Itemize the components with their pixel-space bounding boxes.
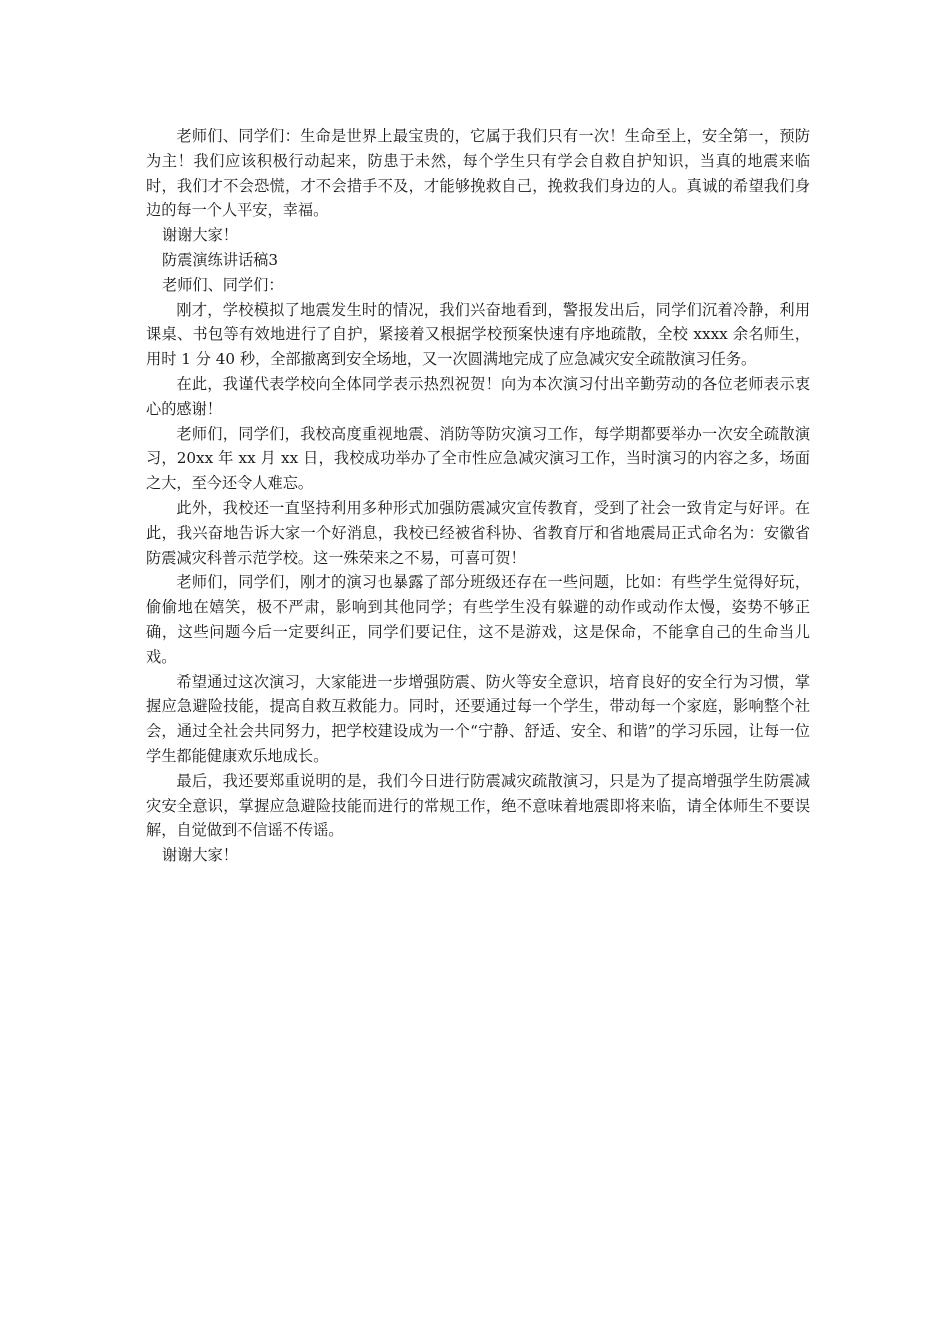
paragraph-life-safety: 老师们、同学们：生命是世界上最宝贵的，它属于我们只有一次！生命至上，安全第一，预防为主！我们应该积极行动起来，防患于未然，每个学生只有学会自救自护知识，当真的地震来临时，我们才不会恐慌，才不会措手不及，才能够挽救自己，挽救我们身边的人。真诚的希望我们身边的每一个人平安，幸福。 <box>146 127 810 220</box>
document-body <box>146 124 810 868</box>
paragraph-honor: 此外，我校还一直坚持利用多种形式加强防震减灾宣传教育，受到了社会一致肯定与好评。在此，我兴奋地告诉大家一个好消息，我校已经被省科协、省教育厅和省地震局正式命名为：安徽省防震减灾科普示范学校。这一殊荣来之不易，可喜可贺！ <box>146 498 810 567</box>
paragraph-greeting: 老师们、同学们： <box>162 275 284 294</box>
paragraph-clarification: 最后，我还要郑重说明的是，我们今日进行防震减灾疏散演习，只是为了提高增强学生防震减灾安全意识，掌握应急避险技能而进行的常规工作，绝不意味着地震即将来临，请全体师生不要误解，自觉做到不信谣不传谣。 <box>146 771 810 840</box>
paragraph-drill-summary: 刚才，学校模拟了地震发生时的情况，我们兴奋地看到，警报发出后，同学们沉着冷静，利用课桌、书包等有效地进行了自护，紧接着又根据学校预案快速有序地疏散，全校 xxxx 余名师生，用时 1 分 40 秒，全部撤离到安全场地，又一次圆满地完成了应急减灾安全疏散演习任务。 <box>146 300 810 369</box>
paragraph-thanks-2: 谢谢大家！ <box>162 846 238 865</box>
paragraph-congratulations: 在此，我谨代表学校向全体同学表示热烈祝贺！向为本次演习付出辛勤劳动的各位老师表示衷心的感谢！ <box>146 374 810 418</box>
paragraph-thanks-1: 谢谢大家！ <box>162 226 238 245</box>
section-title: 防震演练讲话稿3 <box>162 250 278 269</box>
paragraph-problems: 老师们，同学们，刚才的演习也暴露了部分班级还存在一些问题，比如：有些学生觉得好玩，偷偷地在嬉笑，极不严肃，影响到其他同学；有些学生没有躲避的动作或动作太慢，姿势不够正确，这些问题今后一定要纠正，同学们要记住，这不是游戏，这是保命，不能拿自己的生命当儿戏。 <box>146 573 810 666</box>
paragraph-school-drills: 老师们，同学们，我校高度重视地震、消防等防灾演习工作，每学期都要举办一次安全疏散演习，20xx 年 xx 月 xx 日，我校成功举办了全市性应急减灾演习工作，当时演习的内容之多，场面之大，至今还令人难忘。 <box>146 424 810 493</box>
paragraph-hopes: 希望通过这次演习，大家能进一步增强防震、防火等安全意识，培育良好的安全行为习惯，掌握应急避险技能，提高自救互救能力。同时，还要通过每一个学生，带动每一个家庭，影响整个社会，通过全社会共同努力，把学校建设成为一个“宁静、舒适、安全、和谐”的学习乐园，让每一位学生都能健康欢乐地成长。 <box>146 672 810 765</box>
